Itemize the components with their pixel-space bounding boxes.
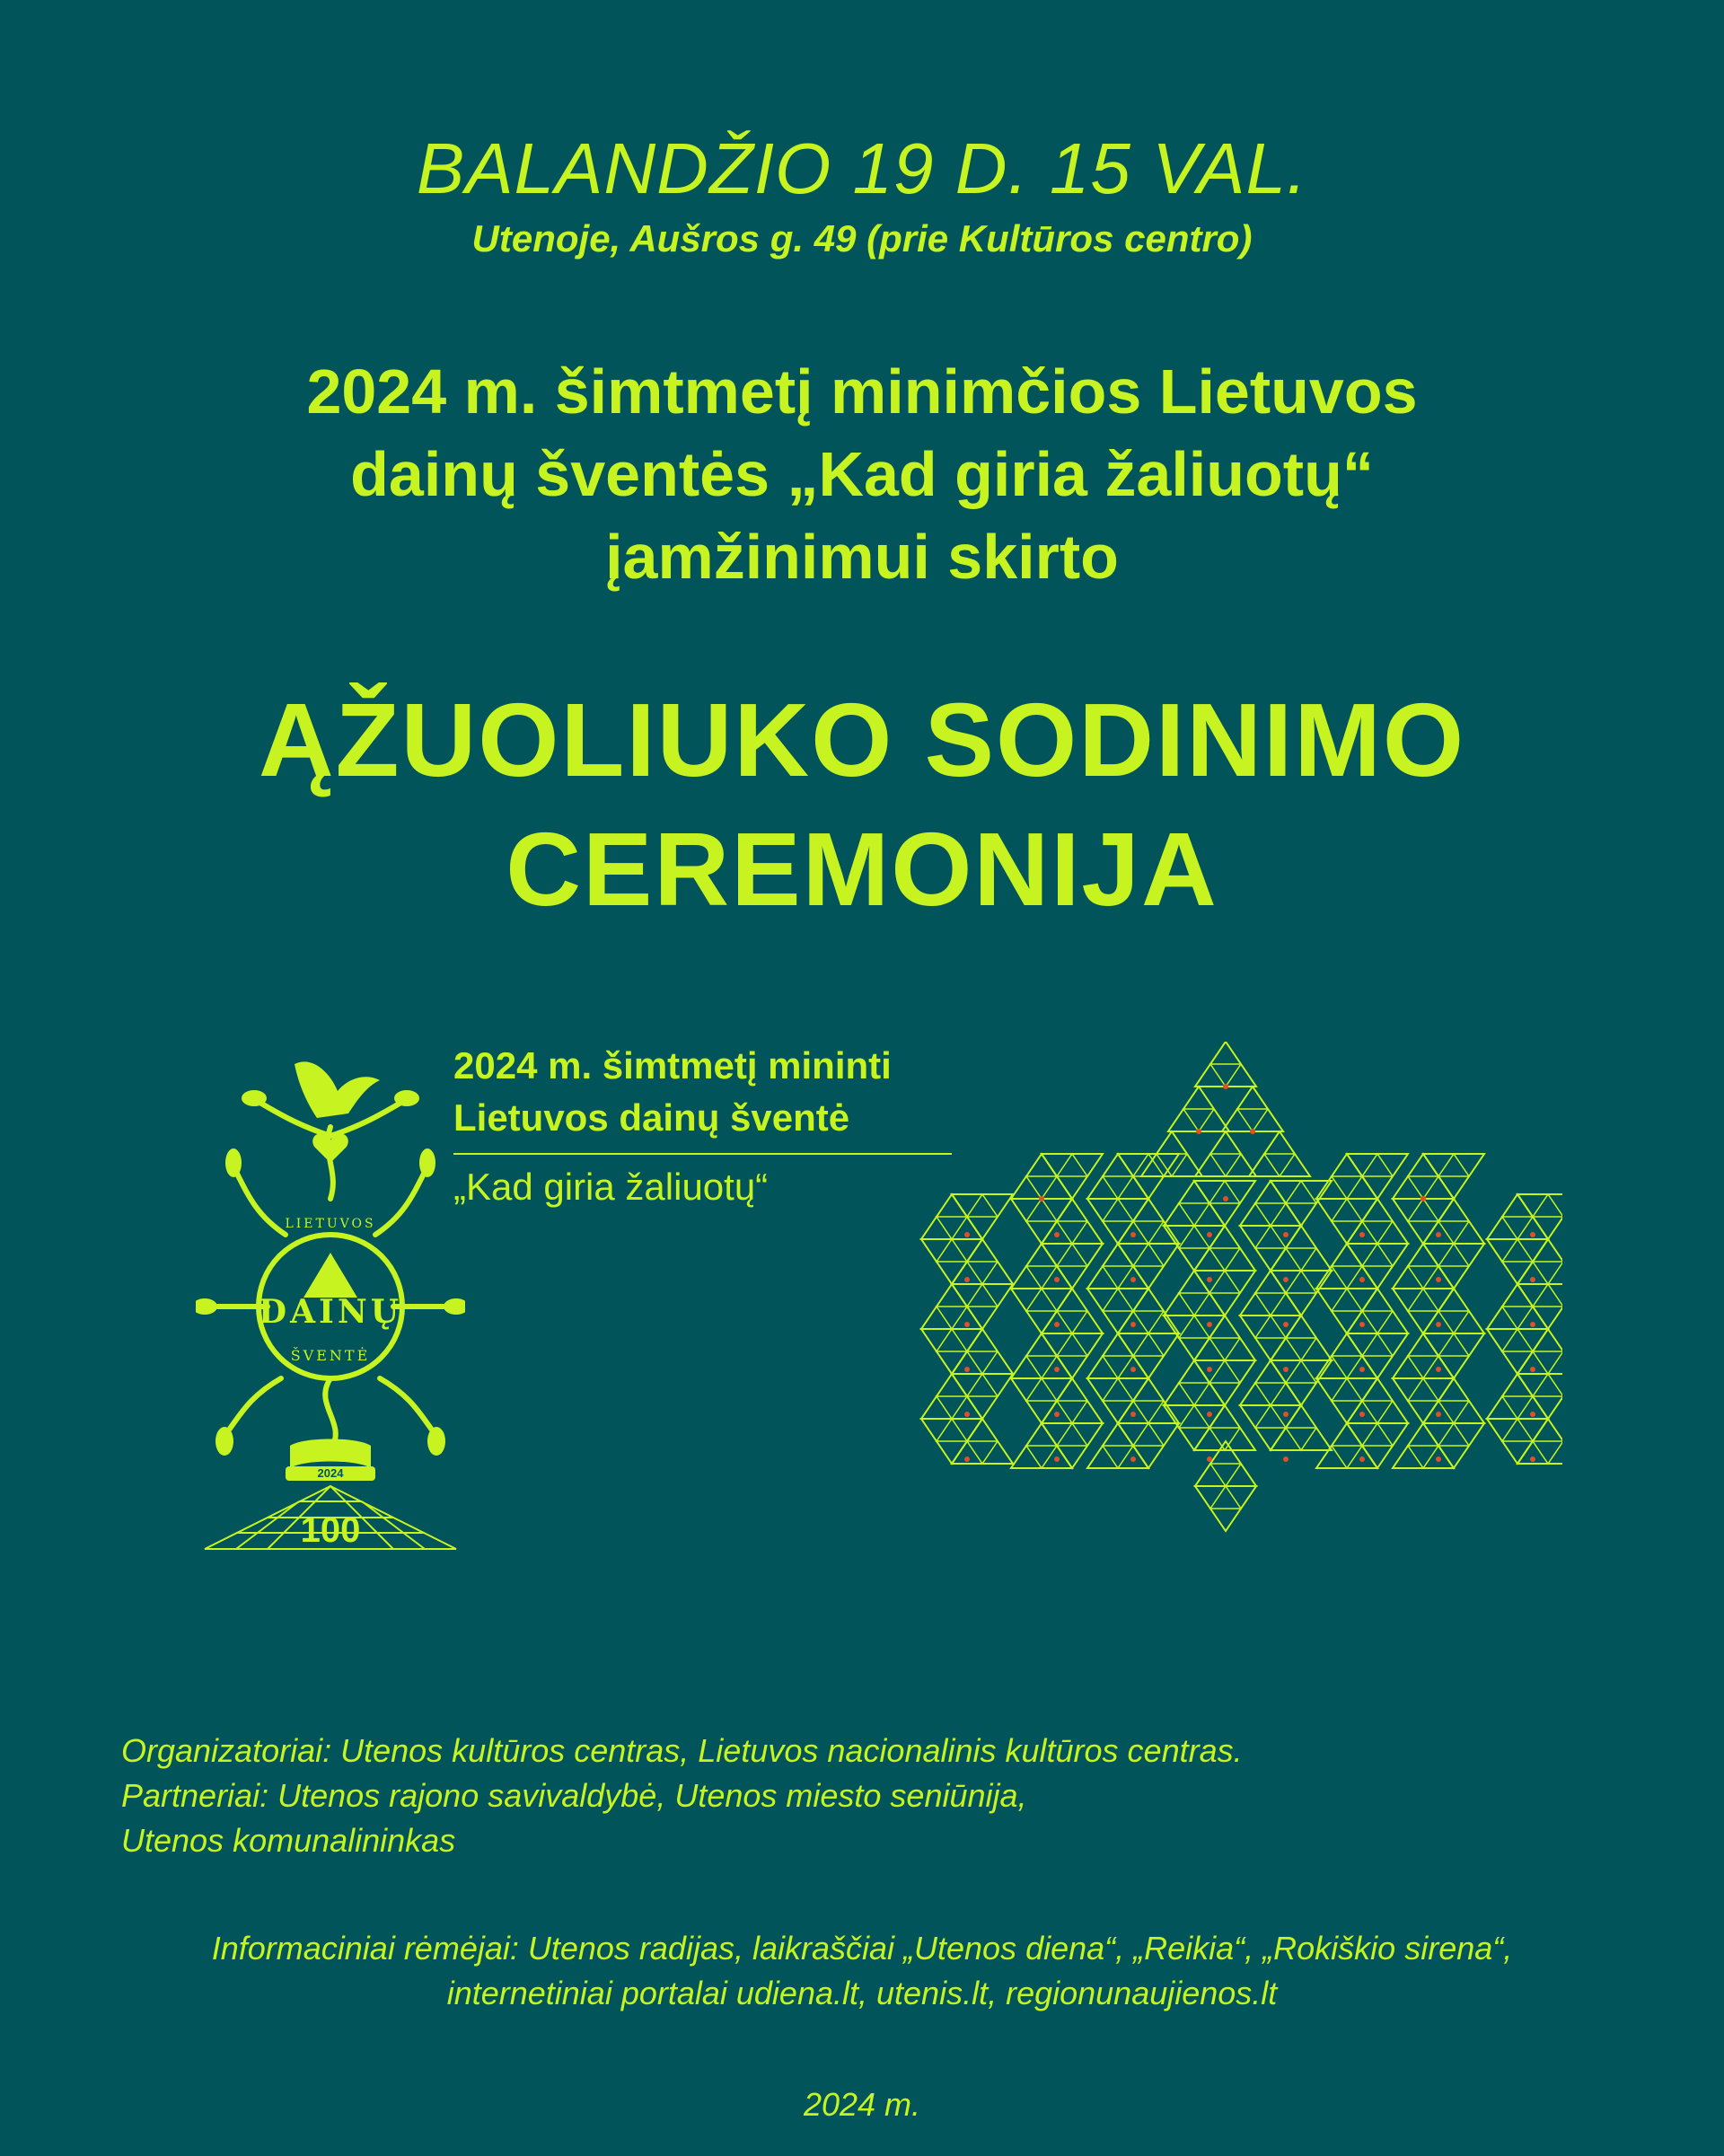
event-date: BALANDŽIO 19 D. 15 VAL. [416, 128, 1308, 208]
pattern-dot [1054, 1412, 1060, 1417]
emblem-ring-top-text: LIETUVOS [285, 1217, 376, 1231]
pattern-dot [1130, 1367, 1136, 1372]
pattern-dot [1359, 1367, 1365, 1372]
event-location: Utenoje, Aušros g. 49 (prie Kultūros centro) [471, 217, 1253, 260]
song-festival-emblem-logo [196, 1037, 465, 1558]
pattern-dot [1130, 1456, 1136, 1462]
pattern-dot [1359, 1277, 1365, 1282]
pattern-dot [1054, 1367, 1060, 1372]
credits-block [121, 1729, 1648, 1863]
pattern-dot [1283, 1322, 1289, 1327]
emblem-word: DAINŲ [258, 1293, 403, 1331]
pattern-dot [964, 1412, 970, 1417]
pattern-dot [1283, 1367, 1289, 1372]
pattern-dot [1530, 1232, 1535, 1237]
pattern-dot [1054, 1232, 1060, 1237]
pattern-dot [1130, 1277, 1136, 1282]
logo-quote: „Kad giria žaliuotų“ [453, 1166, 769, 1208]
emblem-year: 2024 [317, 1466, 344, 1480]
pattern-triangle [1195, 1486, 1256, 1531]
pattern-dot [1283, 1456, 1289, 1462]
pattern-dot [964, 1367, 970, 1372]
pattern-dot [964, 1232, 970, 1237]
pattern-dot [1359, 1456, 1365, 1462]
pattern-dot [1223, 1196, 1228, 1201]
pattern-dot [1283, 1277, 1289, 1282]
pattern-triangle [1195, 1131, 1256, 1176]
pattern-dot [1436, 1456, 1441, 1462]
intro-text [0, 350, 1724, 598]
logo-text-block [453, 1040, 956, 1144]
geometric-pattern-decoration [907, 1042, 1562, 1553]
pattern-dot [1130, 1232, 1136, 1237]
pattern-dot [964, 1456, 970, 1462]
pattern-triangle [1195, 1042, 1256, 1087]
info-sponsors-line-1: Informaciniai rėmėjai: Utenos radijas, laikraščiai „Utenos diena“, „Reikia“, „Rokiškio sirena“, [211, 1930, 1513, 1967]
pattern-dot [1436, 1412, 1441, 1417]
pattern-dot [964, 1322, 970, 1327]
pattern-dot [1530, 1367, 1535, 1372]
pattern-dot [1223, 1084, 1228, 1089]
intro-line-3: įamžinimui skirto [605, 522, 1119, 592]
partners-text-2: Utenos komunalininkas [121, 1822, 456, 1859]
emblem-number: 100 [300, 1510, 361, 1550]
pattern-dot [1207, 1322, 1212, 1327]
pattern-dot [1436, 1367, 1441, 1372]
pattern-dot [1207, 1232, 1212, 1237]
pattern-dot [964, 1277, 970, 1282]
pattern-dot [1436, 1277, 1441, 1282]
organizers-text: Organizatoriai: Utenos kultūros centras, Lietuvos nacionalinis kultūros centras. [121, 1732, 1243, 1769]
pattern-dot [1196, 1129, 1201, 1134]
pattern-dot [1359, 1232, 1365, 1237]
pattern-dot [1130, 1412, 1136, 1417]
intro-line-1: 2024 m. šimtmetį minimčios Lietuvos [306, 356, 1418, 427]
pattern-dot [1421, 1196, 1426, 1201]
pattern-dot [1530, 1412, 1535, 1417]
pattern-dot [1054, 1322, 1060, 1327]
footer-year: 2024 m. [803, 2086, 921, 2123]
ceremony-title [0, 675, 1724, 934]
partners-text-1: Partneriai: Utenos rajono savivaldybė, Utenos miesto seniūnija, [121, 1777, 1027, 1814]
pattern-dot [1207, 1456, 1212, 1462]
pattern-dot [1250, 1129, 1255, 1134]
pattern-triangle [1249, 1131, 1310, 1176]
info-sponsors-line-2: internetiniai portalai udiena.lt, utenis.lt, regionunaujienos.lt [446, 1975, 1278, 2011]
pattern-dot [1054, 1456, 1060, 1462]
pattern-dot [1207, 1412, 1212, 1417]
pattern-dot [1530, 1322, 1535, 1327]
pattern-dot [1530, 1456, 1535, 1462]
pattern-dot [1436, 1322, 1441, 1327]
emblem-ring-bottom-text: ŠVENTĖ [290, 1347, 371, 1364]
logo-line-2: Lietuvos dainų šventė [453, 1096, 850, 1139]
ceremony-title-line-1: ĄŽUOLIUKO SODINIMO [258, 682, 1466, 798]
pattern-dot [1054, 1277, 1060, 1282]
pattern-dot [1207, 1277, 1212, 1282]
info-sponsors [0, 1926, 1724, 2016]
logo-line-1: 2024 m. šimtmetį mininti [453, 1044, 892, 1087]
logo-divider [453, 1153, 952, 1155]
pattern-dot [1283, 1232, 1289, 1237]
ceremony-title-line-2: CEREMONIJA [506, 811, 1218, 928]
pattern-dot [1359, 1322, 1365, 1327]
pattern-dot [1207, 1367, 1212, 1372]
pattern-dot [1436, 1232, 1441, 1237]
pattern-dot [1530, 1277, 1535, 1282]
pattern-dot [1039, 1196, 1044, 1201]
intro-line-2: dainų šventės „Kad giria žaliuotų“ [350, 439, 1374, 509]
pattern-triangle [1168, 1087, 1229, 1131]
pattern-dot [1359, 1412, 1365, 1417]
pattern-dot [1283, 1412, 1289, 1417]
pattern-triangle [1222, 1087, 1283, 1131]
pattern-dot [1130, 1322, 1136, 1327]
